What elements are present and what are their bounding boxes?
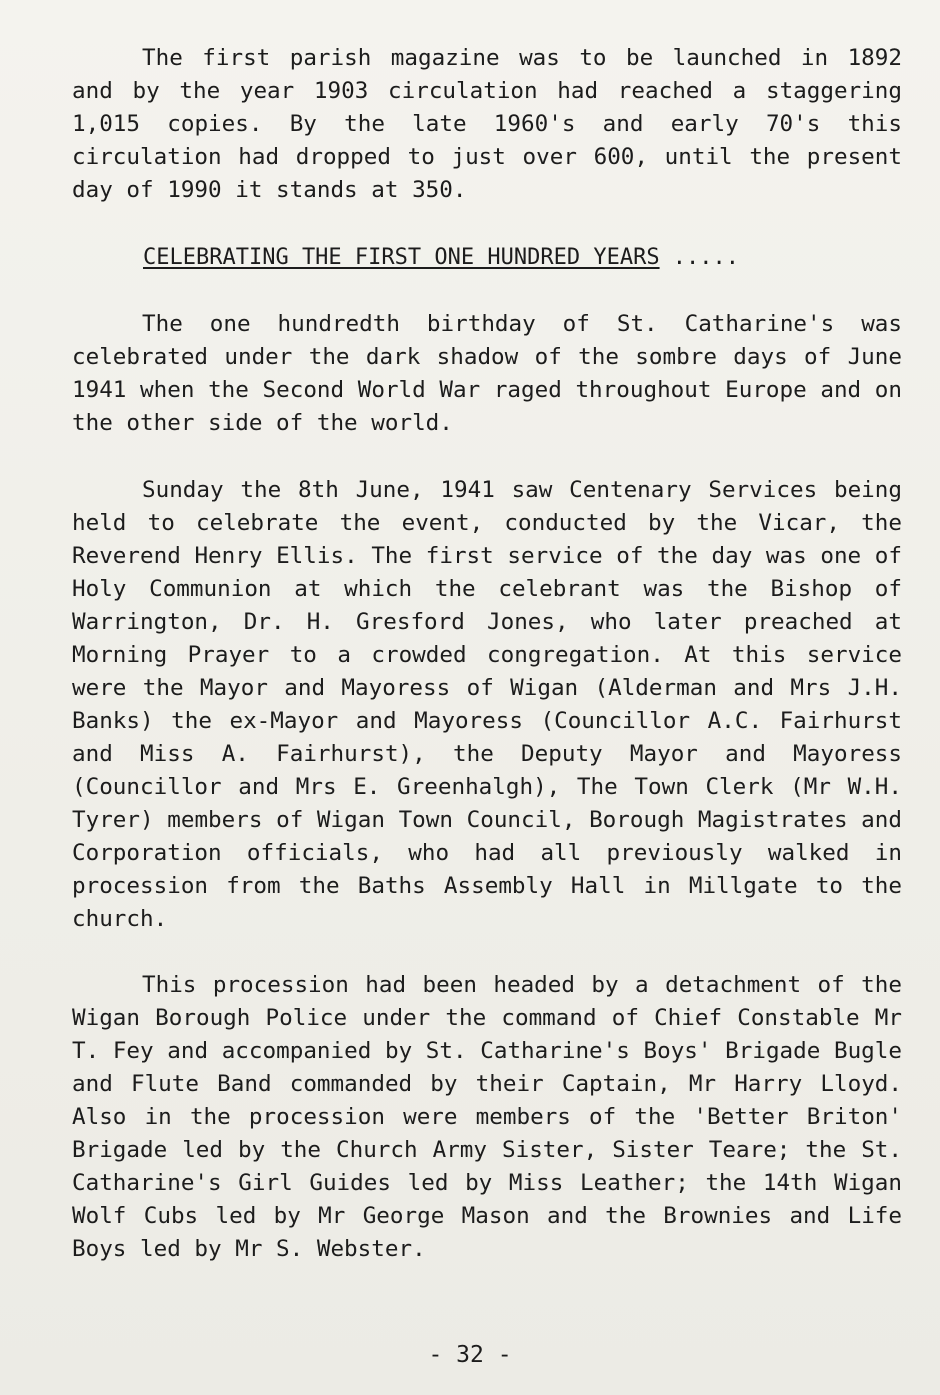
paragraph-hundredth-birthday: The one hundredth birthday of St. Catharine's was celebrated under the dark shadow of the sombre days of June 1941 when the Second World War raged throughout Europe and on the other side of the world.: [72, 311, 902, 436]
paragraph-procession: This procession had been headed by a detachment of the Wigan Borough Police under the command of Chief Constable Mr T. Fey and accompanied by St. Catharine's Boys' Brigade Bugle and Flute Band commanded by their Captain, Mr Harry Lloyd. Also in the procession were members of the 'Better Briton' Brigade led by the Church Army Sister, Sister Teare; the St. Catharine's Girl Guides led by Miss Leather; the 14th Wigan Wolf Cubs led by Mr George Mason and the Brownies and Life Boys led by Mr S. Webster.: [72, 972, 902, 1262]
paragraph-centenary-services: Sunday the 8th June, 1941 saw Centenary Services being held to celebrate the event, conducted by the Vicar, the Reverend Henry Ellis. The first service of the day was one of Holy Communion at which the celebrant was the Bishop of Warrington, Dr. H. Gresford Jones, who later preached at Morning Prayer to a crowded congregation. At this service were the Mayor and Mayoress of Wigan (Alderman and Mrs J.H. Banks) the ex-Mayor and Mayoress (Councillor A.C. Fairhurst and Miss A. Fairhurst), the Deputy Mayor and Mayoress (Councillor and Mrs E. Greenhalgh), The Town Clerk (Mr W.H. Tyrer) members of Wigan Town Council, Borough Magistrates and Corporation officials, who had all previously walked in procession from the Baths Assembly Hall in Millgate to the church.: [72, 477, 902, 932]
section-heading-text: CELEBRATING THE FIRST ONE HUNDRED YEARS: [143, 245, 660, 270]
paragraph-parish-magazine: The first parish magazine was to be launched in 1892 and by the year 1903 circulation had reached a staggering 1,015 copies. By the late 1960's and early 70's this circulation had dropped to just over 600, until the present day of 1990 it stands at 350.: [72, 45, 902, 203]
section-heading-ellipsis: .....: [659, 245, 740, 270]
page-number: - 32 -: [428, 1342, 512, 1368]
section-heading: [143, 241, 739, 274]
